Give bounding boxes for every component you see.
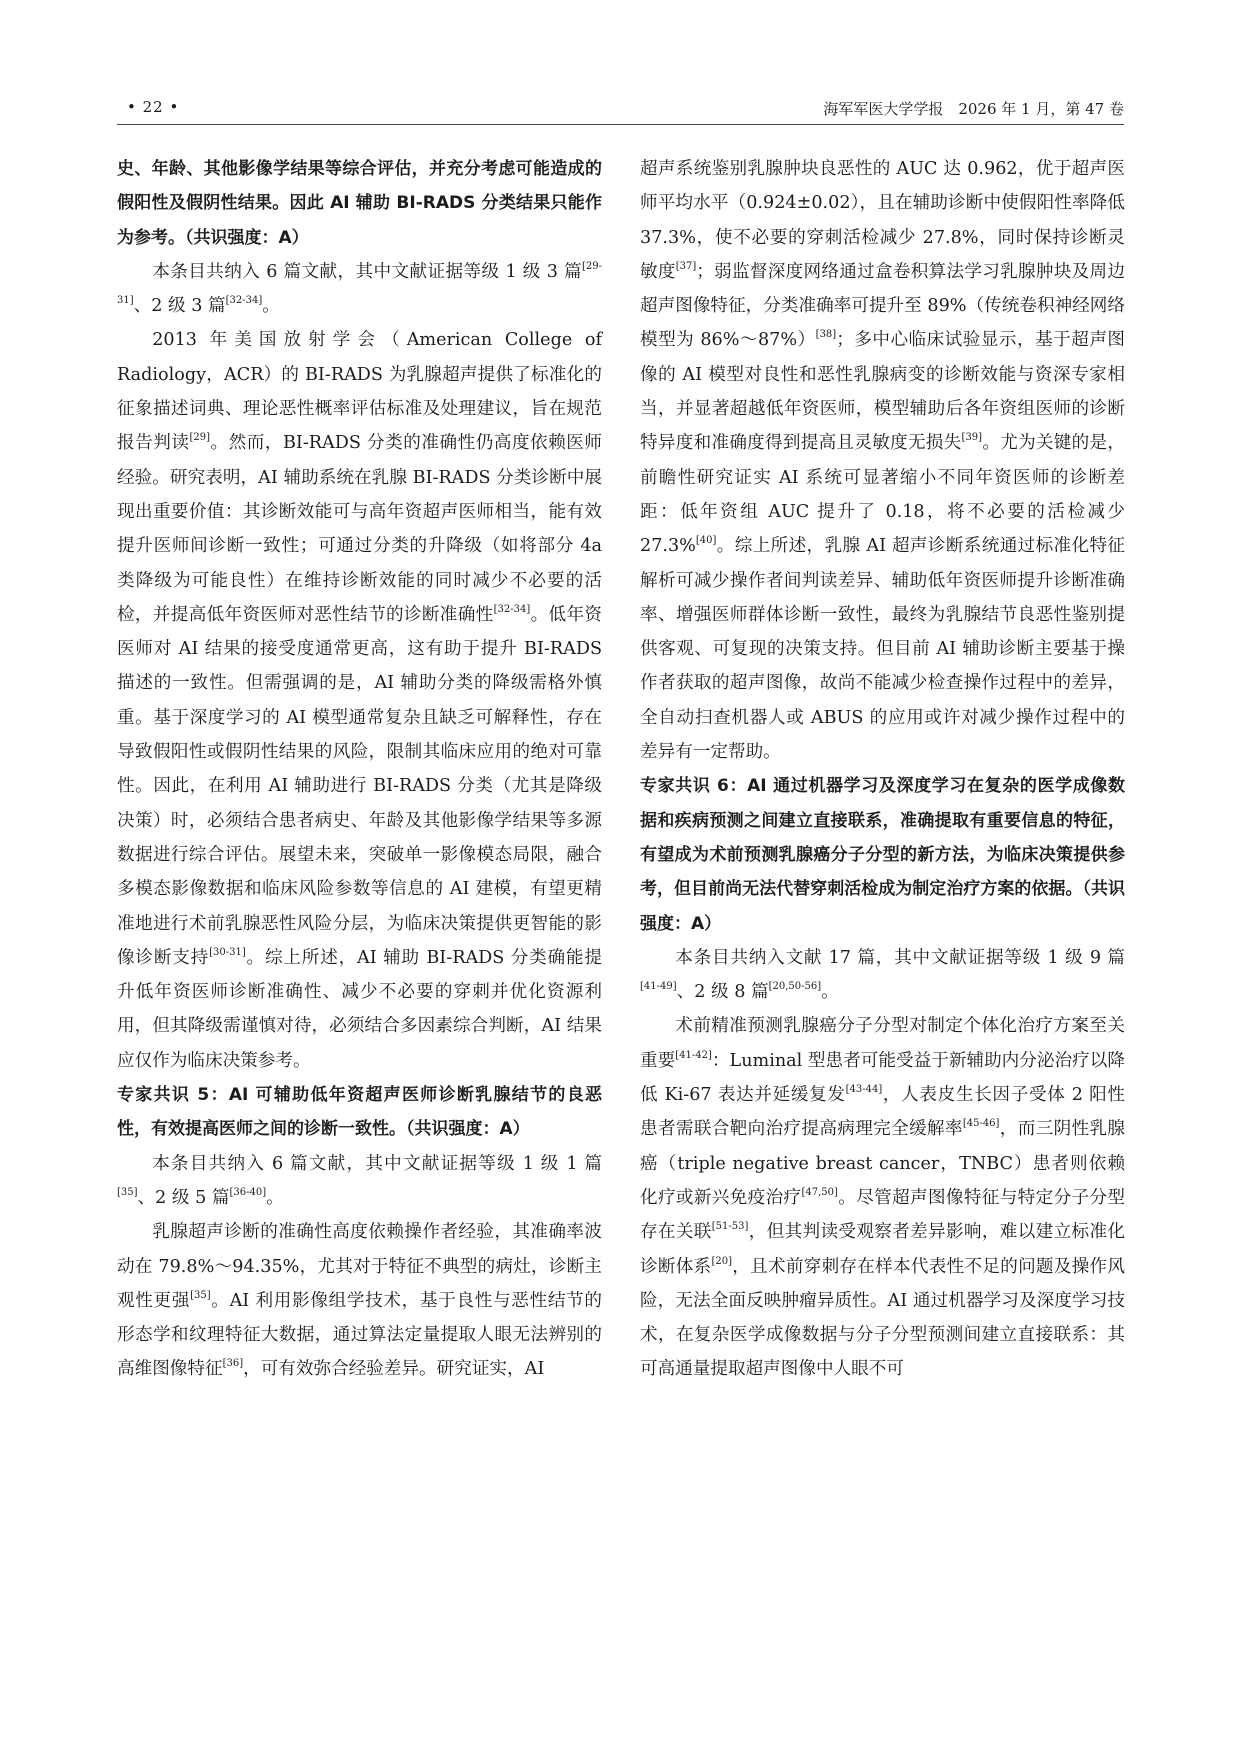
- citation: [29]: [189, 432, 210, 444]
- citation: [43-44]: [845, 1084, 883, 1096]
- citation: [35]: [117, 1186, 138, 1198]
- body-paragraph: 术前精准预测乳腺癌分子分型对制定个体化治疗方案至关重要[41-42]：Luminal 型患者可能受益于新辅助内分泌治疗以降低 Ki-67 表达并延缓复发[43-44]，人表皮生长因子受体 2 阳性患者需联合靶向治疗提高病理完全缓解率[45-46]，而三阴性乳腺癌（triple negative breast cancer，TNBC）患者则依赖化疗或新兴免疫治疗[47,50]。尽管超声图像特征与特定分子分型存在关联[51-53]，但其判读受观察者差异影响，难以建立标准化诊断体系[20]，且术前穿刺存在样本代表性不足的问题及操作风险，无法全面反映肿瘤异质性。AI 通过机器学习及深度学习技术，在复杂医学成像数据与分子分型预测间建立直接联系：其可高通量提取超声图像中人眼不可: [640, 1016, 1125, 1380]
- citation: [20,50-56]: [768, 981, 822, 993]
- citation: [20]: [711, 1255, 732, 1267]
- body-paragraph: 超声系统鉴别乳腺肿块良恶性的 AUC 达 0.962，优于超声医师平均水平（0.924±0.02），且在辅助诊断中使假阳性率降低 37.3%，使不必要的穿刺活检减少 27.8%，同时保持诊断灵敏度[37]；弱监督深度网络通过盒卷积算法学习乳腺肿块及周边超声图像特征，分类准确率可提升至 89%（传统卷积神经网络模型为 86%～87%）[38]；多中心临床试验显示，基于超声图像的 AI 模型对良性和恶性乳腺病变的诊断效能与资深专家相当，并显著超越低年资医师，模型辅助后各年资组医师的诊断特异度和准确度得到提高且灵敏度无损失[39]。尤为关键的是，前瞻性研究证实 AI 系统可显著缩小不同年资医师的诊断差距：低年资组 AUC 提升了 0.18，将不必要的活检减少 27.3%[40]。综上所述，乳腺 AI 超声诊断系统通过标准化特征解析可减少操作者间判读差异、辅助低年资医师提升诊断准确率、增强医师群体诊断一致性，最终为乳腺结节良恶性鉴别提供客观、可复现的决策支持。但目前 AI 辅助诊断主要基于操作者获取的超声图像，故尚不能减少检查操作过程中的差异，全自动扫查机器人或 ABUS 的应用或许对减少操作过程中的差异有一定帮助。: [640, 159, 1125, 763]
- evidence-paragraph: 本条目共纳入 6 篇文献，其中文献证据等级 1 级 3 篇[29-31]、2 级 3 篇[32-34]。: [117, 260, 602, 317]
- citation: [36-40]: [229, 1186, 267, 1198]
- body-paragraph: 乳腺超声诊断的准确性高度依赖操作者经验，其准确率波动在 79.8%～94.35%，尤其对于特征不典型的病灶，诊断主观性更强[35]。AI 利用影像组学技术，基于良性与恶性结节的形态学和纹理特征大数据，通过算法定量提取人眼无法辨别的高维图像特征[36]，可有效弥合经验差异。研究证实，AI: [117, 1222, 602, 1380]
- citation: [45-46]: [962, 1118, 1000, 1130]
- citation: [37]: [675, 260, 697, 272]
- consensus-heading: 专家共识 6：AI 通过机器学习及深度学习在复杂的医学成像数据和疾病预测之间建立直接联系，准确提取有重要信息的特征，有望成为术前预测乳腺癌分子分型的新方法，为临床决策提供参考，但目前尚无法代替穿刺活检成为制定治疗方案的依据。（共识强度：A）: [640, 776, 1125, 934]
- citation: [39]: [961, 432, 983, 444]
- citation: [40]: [695, 535, 717, 547]
- citation: [51-53]: [711, 1221, 749, 1233]
- running-header: [117, 92, 1124, 125]
- evidence-paragraph: 本条目共纳入文献 17 篇，其中文献证据等级 1 级 9 篇[41-49]、2 级 8 篇[20,50-56]。: [640, 947, 1125, 1003]
- citation: [35]: [190, 1289, 211, 1301]
- body-paragraph: 2013 年美国放射学会（American College of Radiology，ACR）的 BI-RADS 为乳腺超声提供了标准化的征象描述词典、理论恶性概率评估标准及处理建议，旨在规范报告判读[29]。然而，BI-RADS 分类的准确性仍高度依赖医师经验。研究表明，AI 辅助系统在乳腺 BI-RADS 分类诊断中展现出重要价值：其诊断效能可与高年资超声医师相当，能有效提升医师间诊断一致性；可通过分类的升降级（如将部分 4a 类降级为可能良性）在维持诊断效能的同时减少不必要的活检，并提高低年资医师对恶性结节的诊断准确性[32-34]。低年资医师对 AI 结果的接受度通常更高，这有助于提升 BI-RADS 描述的一致性。但需强调的是，AI 辅助分类的降级需格外慎重。基于深度学习的 AI 模型通常复杂且缺乏可解释性，存在导致假阳性或假阴性结果的风险，限制其临床应用的绝对可靠性。因此，在利用 AI 辅助进行 BI-RADS 分类（尤其是降级决策）时，必须结合患者病史、年龄及其他影像学结果等多源数据进行综合评估。展望未来，突破单一影像模态局限，融合多模态影像数据和临床风险参数等信息的 AI 建模，有望更精准地进行术前乳腺恶性风险分层，为临床决策提供更智能的影像诊断支持[30-31]。综上所述，AI 辅助 BI-RADS 分类确能提升低年资医师诊断准确性、减少不必要的穿刺并优化资源利用，但其降级需谨慎对待，必须结合多因素综合判断，AI 结果应仅作为临床决策参考。: [117, 330, 602, 1071]
- evidence-paragraph: 本条目共纳入 6 篇文献，其中文献证据等级 1 级 1 篇[35]、2 级 5 篇[36-40]。: [117, 1153, 602, 1208]
- citation: [32-34]: [225, 295, 263, 307]
- right-column: [640, 152, 1125, 1387]
- journal-info: 海军军医大学学报 2026 年 1 月，第 47 卷: [823, 100, 1124, 118]
- citation: [30-31]: [209, 946, 246, 958]
- consensus-continuation: 史、年龄、其他影像学结果等综合评估，并充分考虑可能造成的假阳性及假阴性结果。因此 AI 辅助 BI-RADS 分类结果只能作为参考。（共识强度：A）: [117, 159, 602, 248]
- citation: [36]: [222, 1358, 244, 1370]
- citation: [29-31]: [117, 260, 602, 307]
- consensus-heading: 专家共识 5：AI 可辅助低年资超声医师诊断乳腺结节的良恶性，有效提高医师之间的诊断一致性。（共识强度：A）: [117, 1085, 602, 1140]
- page-number: • 22 •: [127, 98, 180, 116]
- citation: [41-49]: [640, 981, 677, 993]
- citation: [32-34]: [493, 603, 531, 615]
- citation: [41-42]: [675, 1049, 712, 1061]
- left-column: [117, 152, 602, 1387]
- citation: [38]: [815, 329, 837, 341]
- citation: [47,50]: [801, 1186, 838, 1198]
